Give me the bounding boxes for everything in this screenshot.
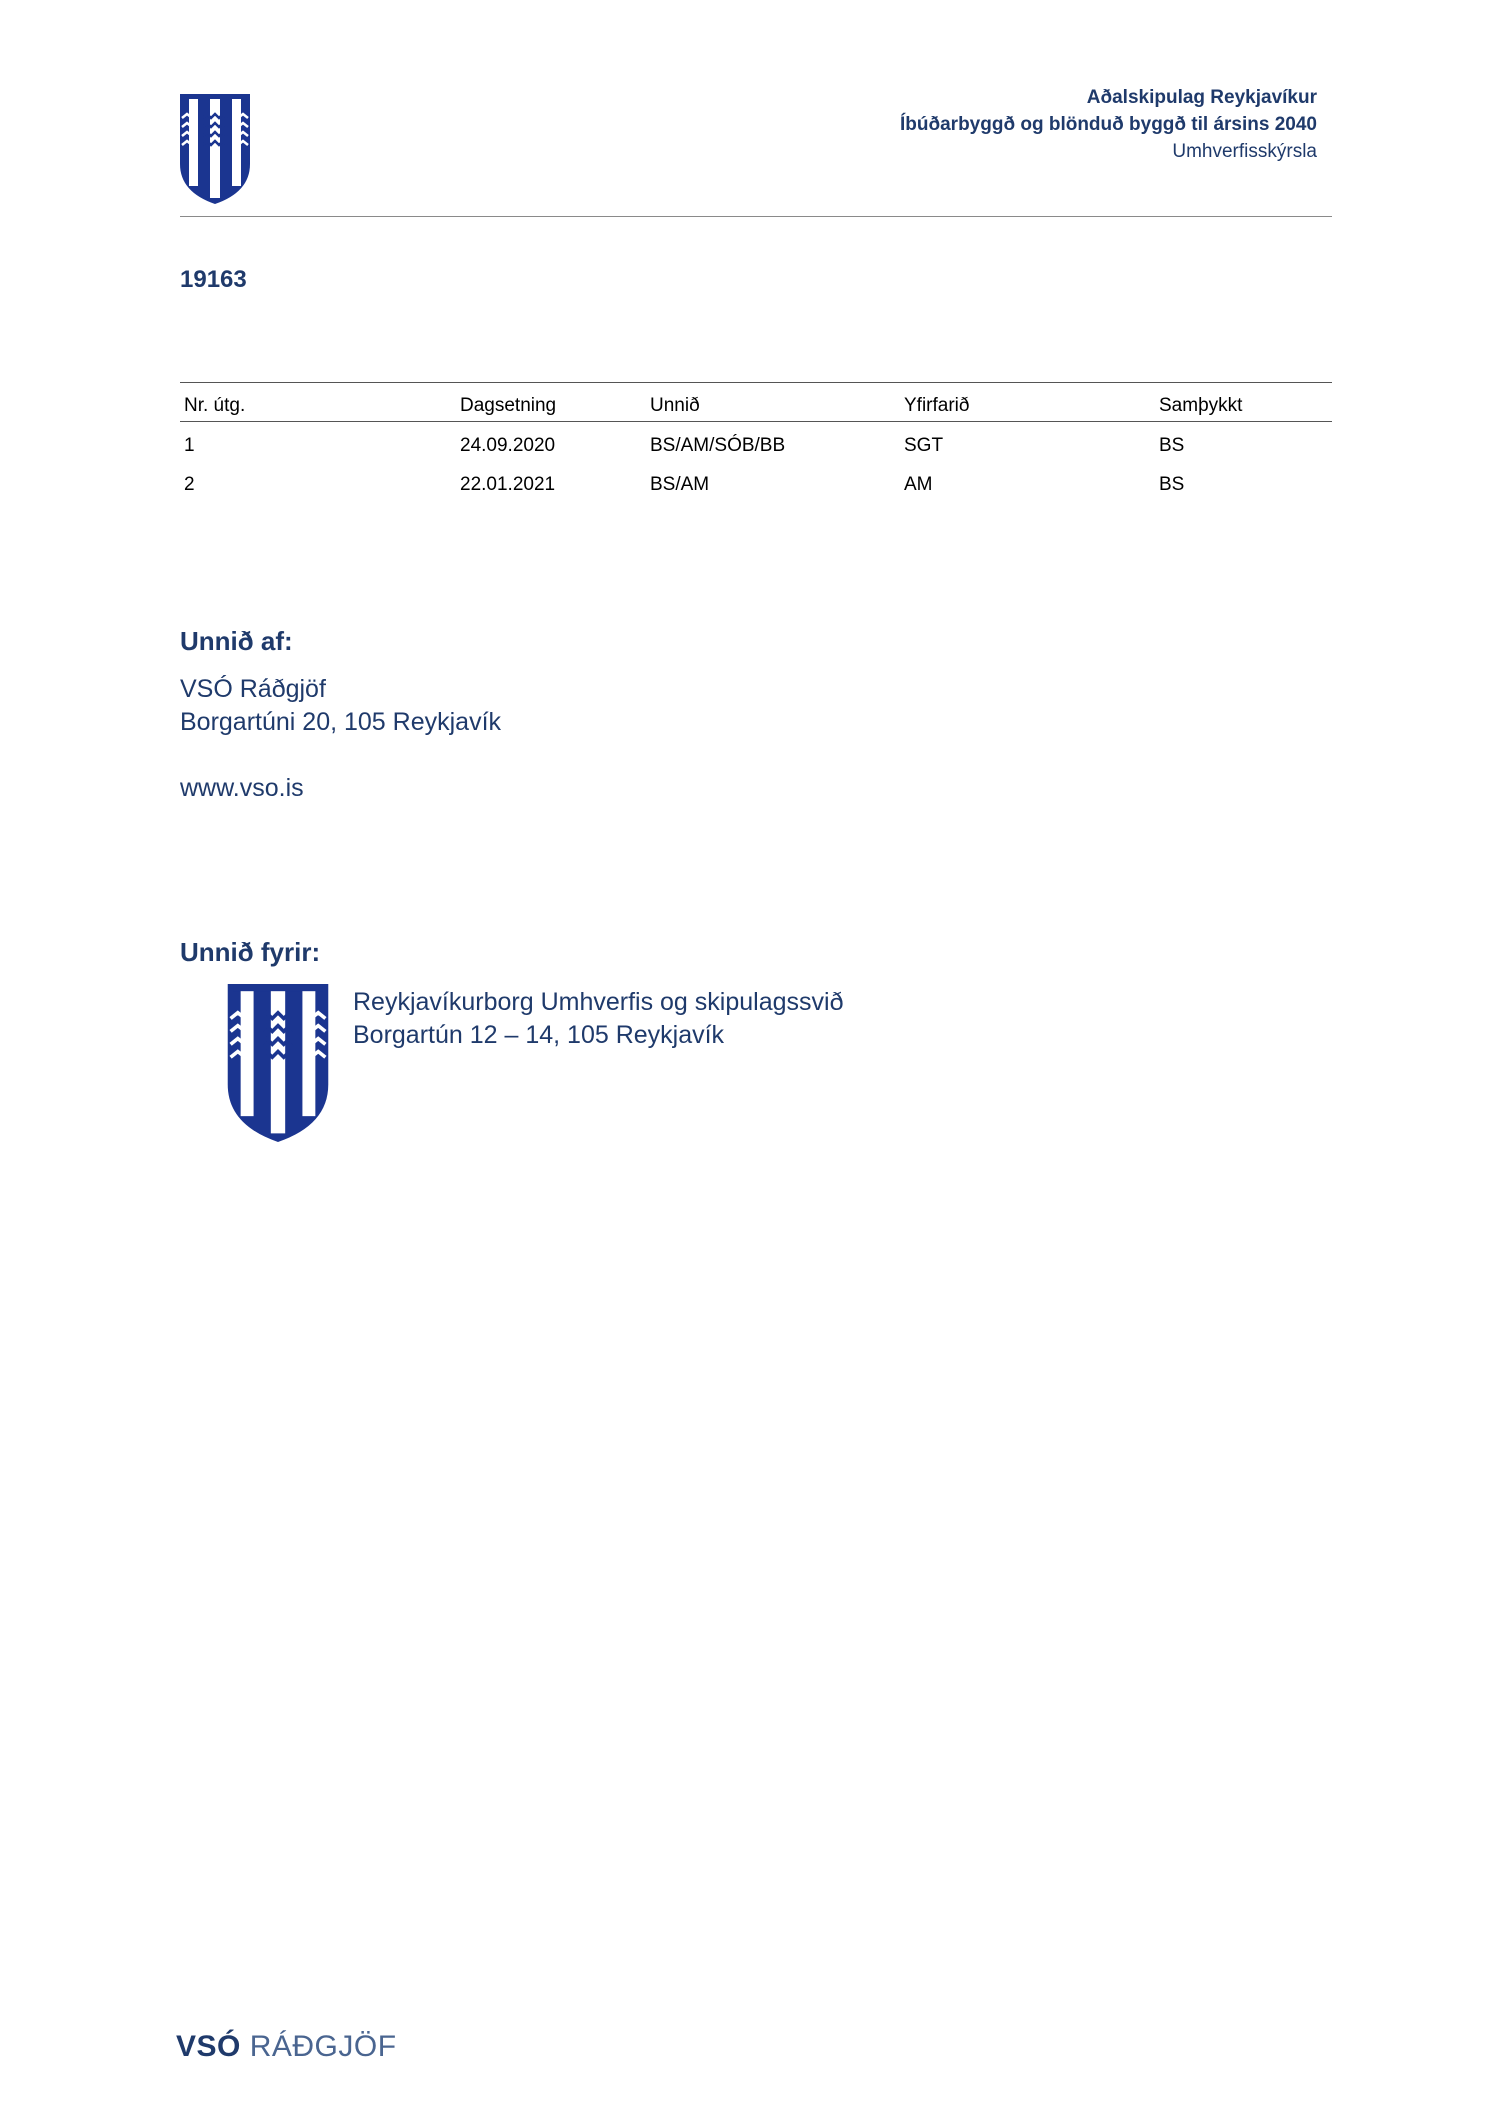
table-row [180, 422, 1332, 462]
vso-footer-logo [176, 2030, 397, 2064]
cell-reviewed: AM [904, 473, 933, 495]
cell-approved: BS [1159, 434, 1185, 456]
prepared-by-company: VSÓ Ráðgjöf [180, 675, 326, 703]
prepared-by-block [180, 673, 501, 739]
prepared-for-block [353, 986, 843, 1052]
col-issue-no: Nr. útg. [180, 383, 456, 422]
revision-table-header [180, 383, 1332, 422]
header-divider [180, 216, 1332, 217]
prepared-for-org: Reykjavíkurborg Umhverfis og skipulagssvið [353, 988, 844, 1016]
header-plan-subtitle: Íbúðarbyggð og blönduð byggð til ársins 2040 [900, 114, 1317, 135]
prepared-by-title: Unnið af: [180, 626, 293, 656]
footer-logo-light: RÁÐGJÖF [249, 2030, 397, 2063]
cell-prepared: BS/AM/SÓB/BB [650, 434, 786, 456]
prepared-for-title: Unnið fyrir: [180, 937, 321, 967]
col-approved: Samþykkt [1155, 383, 1332, 422]
reykjavik-crest-icon [180, 94, 250, 204]
project-number: 19163 [180, 266, 247, 293]
cell-reviewed: SGT [904, 434, 944, 456]
cell-issue-no: 2 [184, 473, 195, 495]
prepared-by-website[interactable]: www.vso.is [180, 774, 304, 802]
col-reviewed: Yfirfarið [900, 383, 1155, 422]
header-plan-title: Aðalskipulag Reykjavíkur [1086, 87, 1317, 108]
col-prepared: Unnið [646, 383, 900, 422]
footer-logo-bold: VSÓ [176, 2030, 241, 2063]
col-date: Dagsetning [456, 383, 646, 422]
cell-prepared: BS/AM [650, 473, 710, 495]
revision-table [180, 382, 1332, 500]
document-header [900, 84, 1317, 165]
table-row [180, 461, 1332, 500]
prepared-by-address: Borgartúni 20, 105 Reykjavík [180, 708, 502, 736]
header-report-type: Umhverfisskýrsla [1172, 141, 1317, 162]
cell-date: 22.01.2021 [460, 473, 556, 495]
cell-issue-no: 1 [184, 434, 195, 456]
cell-date: 24.09.2020 [460, 434, 556, 456]
prepared-for-address: Borgartún 12 – 14, 105 Reykjavík [353, 1021, 725, 1049]
cell-approved: BS [1159, 473, 1185, 495]
reykjavik-crest-icon [226, 984, 330, 1142]
